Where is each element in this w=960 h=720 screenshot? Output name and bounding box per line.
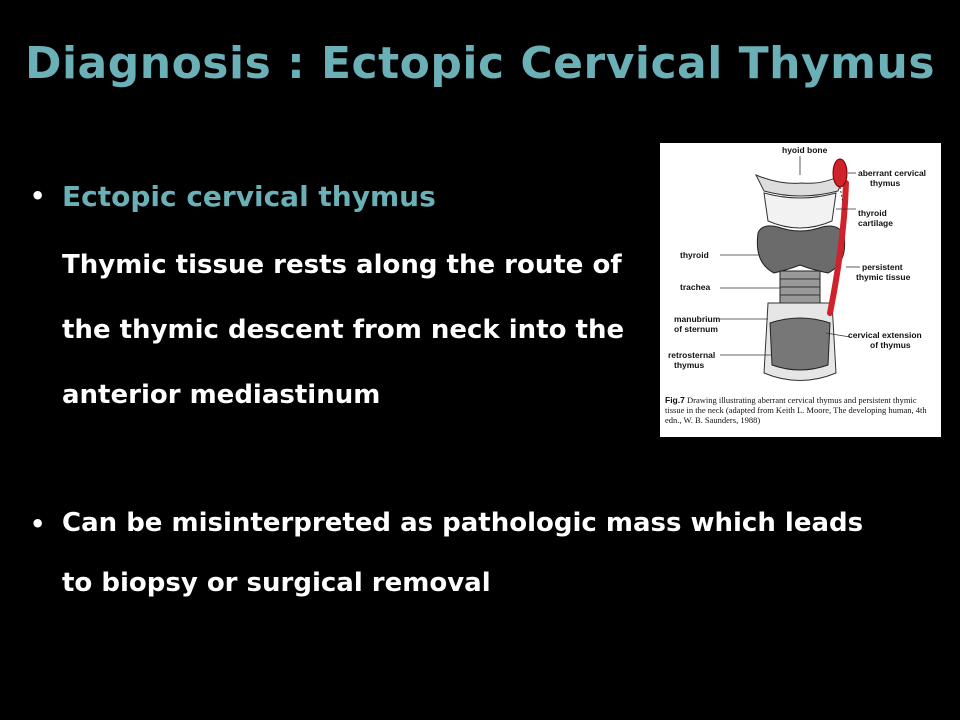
thyroid-gland-shape	[757, 226, 844, 273]
bullet-text: Can be misinterpreted as pathologic mass which leads	[62, 508, 864, 538]
label-retrosternal-1: retrosternal	[668, 350, 716, 360]
label-persistent-2: thymic tissue	[856, 272, 911, 282]
label-aberrant-1: aberrant cervical	[858, 168, 927, 178]
body-line: the thymic descent from neck into the	[62, 315, 625, 345]
body-line: to biopsy or surgical removal	[62, 568, 491, 598]
label-cervical-extension-1: cervical extension	[848, 330, 922, 340]
thyroid-cartilage-shape	[764, 193, 836, 228]
label-trachea: trachea	[680, 282, 711, 292]
label-thyroid-cartilage-2: cartilage	[858, 218, 893, 228]
retrosternal-thymus-shape	[770, 318, 830, 370]
label-aberrant-2: thymus	[870, 178, 901, 188]
bullet-dot-icon: •	[30, 510, 46, 538]
figure-caption	[665, 395, 937, 425]
label-manubrium-1: manubrium	[674, 314, 721, 324]
label-manubrium-2: of sternum	[674, 324, 718, 334]
hyoid-bone-shape	[756, 173, 845, 196]
label-hyoid-bone: hyoid bone	[782, 145, 828, 155]
bullet-heading: Ectopic cervical thymus	[62, 180, 436, 213]
label-thyroid-cartilage-1: thyroid	[858, 208, 887, 218]
caption-text: Drawing illustrating aberrant cervical thymus and persistent thymic tissue in the neck (adapted from Keith L. Moore, The developing human, 4th edn., W. B. Saunders, 1988)	[665, 395, 927, 425]
bullet-dot-icon: •	[30, 182, 46, 210]
body-line: Thymic tissue rests along the route of	[62, 250, 622, 280]
anatomy-figure	[660, 143, 941, 437]
slide-title: Diagnosis : Ectopic Cervical Thymus	[24, 38, 936, 89]
aberrant-thymus-shape	[833, 159, 847, 187]
caption-fig-number: Fig.7	[665, 395, 685, 405]
label-cervical-extension-2: of thymus	[870, 340, 911, 350]
body-line: anterior mediastinum	[62, 380, 381, 410]
label-retrosternal-2: thymus	[674, 360, 705, 370]
label-thyroid: thyroid	[680, 250, 709, 260]
label-persistent-1: persistent	[862, 262, 903, 272]
